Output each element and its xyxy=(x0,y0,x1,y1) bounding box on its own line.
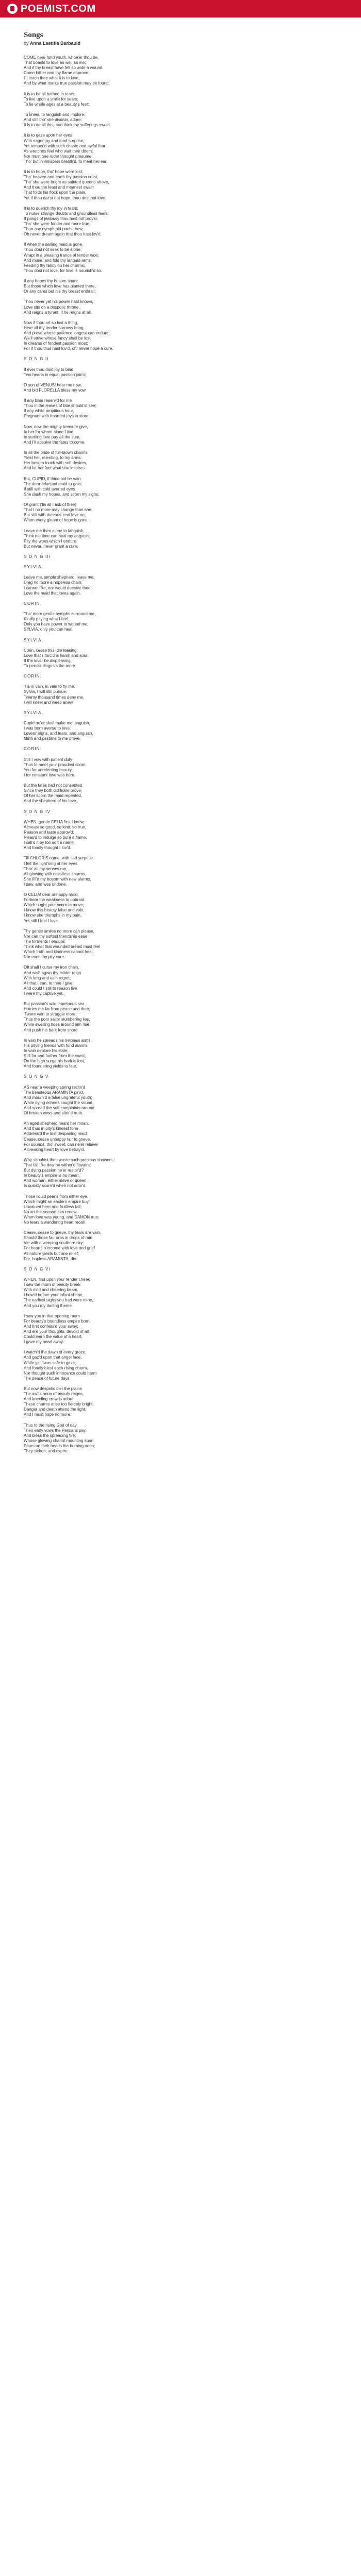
section-heading: SYLVIA. xyxy=(24,710,44,715)
poem-line: I know this beauty false and vain, xyxy=(24,908,85,913)
poem-line: Mirth and pastime to me prove. xyxy=(24,736,81,741)
poem-line: And spread the soft complaints around xyxy=(24,1105,94,1110)
poem-line: WHEN, first upon your tender cheek xyxy=(24,1277,90,1282)
stanza xyxy=(24,721,333,741)
poem-line: I saw you in that opening morn xyxy=(24,1313,80,1318)
poem-line: The torments I endure; xyxy=(24,939,65,944)
section-heading: S O N G VI xyxy=(24,1266,51,1272)
poem-line: In her for whom alone I live: xyxy=(24,429,75,434)
poem-line: All that I can, to thee I give, xyxy=(24,980,74,986)
poem-line: For hearts o'ercome with love and grief xyxy=(24,1246,95,1251)
poem-line: Thou never yet his power hast known; xyxy=(24,299,93,304)
poem-line: Cupid ne'er shall make me languish, xyxy=(24,721,90,725)
poem-line: I call'd it by too soft a name, xyxy=(24,840,75,845)
poem-line: Forbear the weakness to upbraid xyxy=(24,897,84,903)
poem-line: Her bosom touch with soft desires, xyxy=(24,461,87,466)
poem-line: Thus the poor sailor slumbering lies, xyxy=(24,1017,90,1022)
poem-line: SYLVIA, only you can heal. xyxy=(24,627,74,632)
poem-line: Till CHLORIS came, with sad surprise xyxy=(24,856,93,861)
poem-line: And kneeling crowds adore; xyxy=(24,1397,75,1402)
poem-line: And fondly blest each rising charm, xyxy=(24,1365,88,1370)
poem-content xyxy=(24,31,333,1459)
poem-line: Is quickly scorn'd when not ador'd. xyxy=(24,1183,87,1189)
stanza xyxy=(24,398,333,419)
poem-line: In sterling love pay all the sum, xyxy=(24,434,80,439)
poem-line: Those liquid pearls from either eye, xyxy=(24,1194,88,1199)
stanza xyxy=(24,170,333,201)
poem-line: O CELIA! dear unhappy maid, xyxy=(24,892,79,897)
stanza xyxy=(24,112,333,128)
poem-line: If ever thou dost joy to bind xyxy=(24,367,74,372)
stanza xyxy=(24,299,333,315)
poem-line: Love sits on a despotic throne, xyxy=(24,304,80,310)
stanza xyxy=(24,450,333,471)
poem-line: With mild and cheering beam, xyxy=(24,1287,78,1293)
stanza xyxy=(24,279,333,294)
poem-line: But never, never grant a cure. xyxy=(24,544,78,549)
poem-line: When every gleam of hope is gone. xyxy=(24,518,89,523)
poem-line: Thus to meet your proudest scorn; xyxy=(24,762,87,767)
poem-line: I will kneel and weep anew. xyxy=(24,700,74,705)
stanza xyxy=(24,1386,333,1418)
poem-line: I were thy captive yet. xyxy=(24,991,64,996)
poem-line: Thou dost not seek to be alone, xyxy=(24,247,82,252)
stanza xyxy=(24,856,333,887)
poem-line: While dying echoes caught the sound, xyxy=(24,1100,94,1105)
poem-line: No tears a wandering heart recall. xyxy=(24,1220,86,1225)
poem-line: When love was young, and DAMON true; xyxy=(24,1214,100,1219)
poem-line: I saw the morn of beauty break xyxy=(24,1282,80,1287)
poem-line: Which truth and kindness cannot heal, xyxy=(24,950,94,955)
section-heading: S O N G III xyxy=(24,554,51,559)
poem-line: And first confess'd your sway; xyxy=(24,1324,78,1329)
poem-line: Why shouldst thou waste such precious showers, xyxy=(24,1157,114,1162)
poem-line: Should those fair orbs in drops of rain xyxy=(24,1235,92,1241)
poem-line: A breaking heart by love betray'd. xyxy=(24,1147,85,1152)
poem-line: The dear reluctant maid to gain; xyxy=(24,481,82,486)
poem-line: On the high surge his bark is lost, xyxy=(24,1059,85,1064)
poem-line: COME here fond youth, whoe'er thou be, xyxy=(24,55,99,60)
poem-line: If any white propitious hour, xyxy=(24,409,74,414)
poem-line: I gave my heart away. xyxy=(24,1340,64,1345)
poem-line: It is to be all bathed in tears; xyxy=(24,91,76,96)
poem-line: And by what marks true passion may be found. xyxy=(24,81,110,86)
poem-line: But still with duteous zeal love on, xyxy=(24,513,86,518)
poem-line: That fall like dew on wither'd flowers, xyxy=(24,1162,91,1167)
poem-line: An aged shepherd heard her moan, xyxy=(24,1121,89,1126)
poem-line: I cannot like, nor would deceive thee; xyxy=(24,585,92,590)
poem-line: Lovers' sighs, and tears, and anguish, xyxy=(24,731,93,736)
poem-line: Tho' heaven and earth thy passion crost; xyxy=(24,175,99,180)
poem-line: I for constant love was born. xyxy=(24,772,76,777)
poem-line: In vain deplore his state; xyxy=(24,1048,69,1053)
poem-line: And gaz'd upon that angel face, xyxy=(24,1355,82,1360)
poem-line: And mourn'd a false ungrateful youth; xyxy=(24,1095,92,1100)
poem-line: Think what that wounded breast must feel xyxy=(24,944,101,950)
poem-line: Leave me then alone to languish, xyxy=(24,528,85,533)
stanza xyxy=(24,1277,333,1309)
stanza xyxy=(24,684,333,705)
poem-body xyxy=(24,55,333,1454)
poem-line: Sylvia, I will still pursue; xyxy=(24,689,68,694)
poem-line: Thou in the leaves of fate should'st see; xyxy=(24,403,96,409)
poem-line: That folds his flock upon the plain, xyxy=(24,190,86,195)
poemist-logo-icon xyxy=(7,4,18,14)
poem-line: Hurries me far from peace and thee; xyxy=(24,1007,90,1012)
poem-line: And still tho' she disdain, adore: xyxy=(24,117,82,123)
poem-line: With long and vain regret; xyxy=(24,975,71,980)
poem-line: And foundering yields to fate. xyxy=(24,1064,77,1069)
poem-line: Tho' she were fonder and more true xyxy=(24,222,89,226)
section-heading: S O N G II xyxy=(24,357,49,362)
stanza xyxy=(24,757,333,778)
poem-line: And the shepherd of his love. xyxy=(24,799,77,804)
poem-line: For if thou thus hast lov'd, oh! never hope a cure. xyxy=(24,346,113,351)
stanza xyxy=(24,1158,333,1189)
poem-line: They sicken, and expire. xyxy=(24,1449,69,1454)
stanza xyxy=(24,92,333,107)
poem-line: The awful noon of beauty reigns, xyxy=(24,1392,84,1397)
stanza xyxy=(24,529,333,549)
poem-line: It is to do all this, and think thy sufferings sweet. xyxy=(24,123,111,128)
poem-line: I watch'd the dawn of every grace, xyxy=(24,1350,87,1355)
stanza xyxy=(24,477,333,497)
poem-line: Since they both did fickle prove; xyxy=(24,788,82,793)
poem-line: Think not time can heal my anguish; xyxy=(24,533,90,538)
poem-line: Oft shall I curse my iron chain, xyxy=(24,965,79,970)
poem-line: Love the maid that loves again. xyxy=(24,590,81,596)
poem-line: Love that's forc'd is harsh and sour: xyxy=(24,653,89,658)
poem-line: That boasts to love as well as me; xyxy=(24,60,86,65)
stanza xyxy=(24,367,333,378)
poem-line: It is to hope, tho' hope were lost; xyxy=(24,170,83,175)
poem-line: In all the pride of full-blown charms xyxy=(24,450,88,455)
poem-line: And prove whose patience longest can endure: xyxy=(24,330,110,335)
poem-line: Of broken vows and alter'd truth. xyxy=(24,1111,84,1116)
poem-line: As wretches feel who wait their doom; xyxy=(24,148,93,154)
poem-line: Reason and taste approv'd; xyxy=(24,829,74,835)
stanza xyxy=(24,1350,333,1381)
poem-line: In beauty's empire is no mean, xyxy=(24,1173,80,1178)
poem-line: Oh never dream again that thou hast lov'd. xyxy=(24,232,102,237)
stanza xyxy=(24,1002,333,1033)
stanza xyxy=(24,1121,333,1153)
stanza xyxy=(24,206,333,238)
poem-line: I saw, and was undone. xyxy=(24,882,67,887)
poem-line: Nor even thy pity cure. xyxy=(24,955,65,960)
poem-line: If when the darling maid is gone, xyxy=(24,242,84,247)
poem-line: Cease, cease unhappy fair to grieve, xyxy=(24,1137,91,1142)
poem-line: Thus to the rising God of day xyxy=(24,1422,77,1428)
poem-byline xyxy=(24,41,333,46)
poem-line: Of her scorn the maid repented, xyxy=(24,793,82,799)
stanza xyxy=(24,648,333,669)
poem-line: You for unrelenting beauty, xyxy=(24,767,73,772)
poem-line: Two hearts in equal passion join'd, xyxy=(24,372,87,377)
stanza xyxy=(24,965,333,996)
poem-line: And woman, either slave or queen, xyxy=(24,1178,88,1183)
poem-line: And bless the spreading fire; xyxy=(24,1433,76,1438)
stanza xyxy=(24,929,333,960)
poem-line: And push his bark from shore. xyxy=(24,1027,79,1032)
section-heading: S O N G V xyxy=(24,1074,49,1079)
section-heading: SYLVIA. xyxy=(24,637,44,642)
poem-line: 'Tis in vain, in vain to fly me, xyxy=(24,684,75,689)
stanza xyxy=(24,242,333,274)
poem-line: And wish again thy milder reign xyxy=(24,970,81,975)
poem-line: In dreams of fondest passion most; xyxy=(24,341,88,346)
poem-line: Thro' all my senses run; xyxy=(24,866,68,871)
poem-line: Tho' she were bright as sainted queens above, xyxy=(24,180,109,185)
poem-line: To kneel, to languish and implore; xyxy=(24,112,86,117)
poem-line: I'll teach thee what it is to love, xyxy=(24,76,80,81)
poem-line: That I no more may change than she; xyxy=(24,507,92,513)
stanza xyxy=(24,1230,333,1262)
poem-line: Tho' more gentle nymphs surround me, xyxy=(24,612,96,617)
poem-line: To nurse strange doubts and groundless fears: xyxy=(24,211,109,216)
poem-line: Tho' but in whispers breath'd, to meet her ear. xyxy=(24,159,108,164)
poem-line: Feeding thy fancy on her charms, xyxy=(24,263,85,268)
poem-line: And if thy breast have felt so wide a wound, xyxy=(24,65,104,71)
poem-line: And fondly thought I lov'd. xyxy=(24,845,71,851)
stanza xyxy=(24,1423,333,1454)
poem-line: But those which love has planted there, xyxy=(24,284,96,289)
poem-line: Leave me, simple shepherd, leave me; xyxy=(24,575,95,580)
poem-line: Pity the woes which I endure; xyxy=(24,538,78,544)
poem-line: Yet still I feel I love. xyxy=(24,918,59,923)
poem-line: Kindly pitying what I feel, xyxy=(24,617,70,622)
poem-line: Thou dost not love, for love is nourish'd so. xyxy=(24,268,102,273)
poem-line: If any bliss reserv'd for me xyxy=(24,398,72,403)
poem-line: And muse, and fold thy languid arms, xyxy=(24,258,92,263)
stanza xyxy=(24,383,333,393)
poem-line: It is to quench thy joy in tears; xyxy=(24,206,78,211)
poem-line: And bid FLORELLA bless my vow. xyxy=(24,388,87,393)
poem-line: She fill'd my bosom with new alarms, xyxy=(24,876,91,882)
stanza xyxy=(24,892,333,924)
poem-line: She dash my hopes, and scorn my sighs; xyxy=(24,492,100,497)
poem-line: Still far and farther from the coast, xyxy=(24,1054,86,1058)
poem-line: Yield her, relenting, to my arms: xyxy=(24,455,82,461)
poem-line: Still I vow with patient duty xyxy=(24,757,72,762)
poem-line: I bow'd before your infant shrine, xyxy=(24,1293,84,1298)
stanza xyxy=(24,55,333,87)
poem-line: Nor can thy softest friendship ease xyxy=(24,934,88,939)
stanza xyxy=(24,1038,333,1070)
poem-line: For beauty's boundless empire born, xyxy=(24,1318,91,1324)
stanza xyxy=(24,1194,333,1226)
poem-line: To lie whole ages at a beauty's feet: xyxy=(24,101,89,107)
poem-line: The peace of future days. xyxy=(24,1376,71,1381)
author-link[interactable]: Anna Laetitia Barbauld xyxy=(30,41,81,46)
poem-line: Unvalued here and fruitless fall; xyxy=(24,1204,82,1209)
poem-line: Vie with a weeping southern sky: xyxy=(24,1241,84,1246)
poem-line: Nor thought such innocence could harm xyxy=(24,1370,97,1376)
poem-line: And could I still to reason live xyxy=(24,986,77,991)
poem-line: Pours on their heads the burning noon; xyxy=(24,1444,95,1449)
poem-line: Wrapt in a pleasing trance of tender woe; xyxy=(24,252,99,258)
poem-line: Pregnant with hoarded joys in store; xyxy=(24,414,90,419)
poem-line: Could learn the value of a heart, xyxy=(24,1334,83,1340)
poem-line: I know she triumphs in my pain, xyxy=(24,913,82,918)
stanza xyxy=(24,575,333,596)
poem-title: Songs xyxy=(24,31,43,39)
stanza xyxy=(24,1314,333,1345)
poem-line: Now, now the mighty treasure give, xyxy=(24,424,88,429)
poem-line: And let her feel what she inspires. xyxy=(24,466,86,471)
poem-line: Drag no more a hopeless chain: xyxy=(24,580,83,585)
poem-line: A breast so good, so kind, so true, xyxy=(24,824,86,829)
stanza xyxy=(24,425,333,445)
poem-line: Pleas'd to indulge so pure a flame, xyxy=(24,835,87,840)
poem-line: And I must hope no more. xyxy=(24,1412,72,1417)
poem-line: While yet 'twas safe to gaze; xyxy=(24,1360,76,1365)
stanza xyxy=(24,820,333,851)
poem-line: Die, hapless ARAMINTA, die. xyxy=(24,1256,77,1261)
stanza xyxy=(24,783,333,804)
poem-line: WHEN, gentle CELIA first I knew, xyxy=(24,819,85,824)
site-logo[interactable] xyxy=(7,3,96,15)
poem-line: But the fates had not consented, xyxy=(24,783,84,788)
poem-line: O! grant ('tis all I ask of thee) xyxy=(24,502,77,507)
poem-line: AS near a weeping spring reclin'd xyxy=(24,1084,85,1090)
poem-line: The earliest sighs you had were mine, xyxy=(24,1298,93,1303)
poem-line: 'Twere vain to struggle more: xyxy=(24,1012,77,1017)
poem-line: But passion's wild impetuous sea xyxy=(24,1002,85,1007)
poem-line: O son of VENUS! hear me now, xyxy=(24,382,82,387)
section-heading: CORIN. xyxy=(24,601,42,606)
poem-line: These charms arise too fiercely bright, xyxy=(24,1402,94,1407)
poem-line: To live upon a smile for years; xyxy=(24,96,78,101)
poem-line: Whose glowing chariot mounting soon xyxy=(24,1438,94,1443)
poem-line: I was born averse to love; xyxy=(24,726,71,731)
poem-line: And I'll absolve the fates to come. xyxy=(24,439,86,445)
poem-line: For sounds, tho' sweet, can ne'er relieve xyxy=(24,1142,98,1147)
section-heading: S O N G IV xyxy=(24,809,51,814)
poem-line: If any hopes thy bosom share xyxy=(24,279,78,284)
poem-line: The beauteous ARAMINTA pin'd, xyxy=(24,1090,84,1095)
stanza xyxy=(24,133,333,164)
poem-line: Twenty thousand times deny me, xyxy=(24,694,84,700)
section-heading: CORIN. xyxy=(24,747,42,752)
stanza xyxy=(24,1085,333,1116)
poem-line: And thus in pity's kindest tone xyxy=(24,1126,78,1131)
poem-line: All nature yields but one relief; xyxy=(24,1251,79,1256)
poem-line: His pitying friends with fond alarms xyxy=(24,1043,88,1048)
poem-line: But now despotic o'er the plains xyxy=(24,1386,82,1391)
poem-line: And thou the least and meanest swain xyxy=(24,185,94,190)
poem-line: While swelling tides around him rise, xyxy=(24,1022,91,1027)
poem-line: We'll strive whose fancy shall be lost xyxy=(24,336,91,341)
poem-line: Here all thy tender sorrows bring, xyxy=(24,325,85,330)
section-heading: SYLVIA. xyxy=(24,565,44,570)
poem-line: Yet temper'd with such chaste and awful fear xyxy=(24,143,106,148)
poem-line: If the lover be displeasing, xyxy=(24,658,72,663)
poem-line: All glowing with resistless charms, xyxy=(24,871,86,876)
section-heading: CORIN. xyxy=(24,674,42,679)
poem-line: And reigns a tyrant, if he reigns at all. xyxy=(24,310,92,315)
poem-line: And you my darling theme. xyxy=(24,1303,73,1308)
poem-line: Which ought your scorn to move; xyxy=(24,903,84,908)
poem-line: Which might an eastern empire buy, xyxy=(24,1199,90,1204)
poem-line: Only you have power to wound me; xyxy=(24,622,89,627)
poem-line: Or any cares but his thy breast enthrall; xyxy=(24,289,96,294)
poem-line: No art the season can renew xyxy=(24,1209,77,1214)
byline-prefix: by xyxy=(24,41,30,46)
poem-line: Come hither and thy flame approve; xyxy=(24,71,90,76)
poem-line: In vain he spreads his helpless arms, xyxy=(24,1038,92,1043)
poem-line: Than any nymph old poets drew, xyxy=(24,227,84,232)
poem-line: To persist disgusts the more. xyxy=(24,663,76,668)
stanza xyxy=(24,502,333,523)
stanza xyxy=(24,612,333,632)
poem-line: Cease, cease to grieve, thy tears are vain, xyxy=(24,1230,101,1235)
poem-line: Now if thou art so lost a thing, xyxy=(24,320,78,325)
poem-line: Corin, cease this idle teasing; xyxy=(24,648,78,653)
site-header xyxy=(0,0,361,18)
poem-line: I felt the light'ning of her eyes xyxy=(24,861,77,866)
stanza xyxy=(24,320,333,352)
poem-line: Danger and death attend the light, xyxy=(24,1407,86,1412)
poem-line: Their early vows the Persians pay, xyxy=(24,1428,87,1433)
poem-line: Address'd the lost despairing maid: xyxy=(24,1131,88,1137)
poem-line: Thy gentle smiles no more can please, xyxy=(24,928,94,934)
poem-line: If still with cold averted eyes xyxy=(24,486,75,492)
poem-line: And ere your thoughts, devoid of art, xyxy=(24,1329,91,1334)
poem-line: It is to gaze upon her eyes xyxy=(24,133,72,138)
poem-line: With eager joy and fond surprise; xyxy=(24,138,85,143)
poem-line: If pangs of jealousy thou hast not prov'd, xyxy=(24,216,98,221)
logo-text: POEMIST.COM xyxy=(21,3,96,14)
poem-line: Yet if thou dar'st not hope, thou dost not love. xyxy=(24,195,107,200)
poem-line: But, CUPID, if thine aid be vain xyxy=(24,476,81,481)
poem-line: But dying passion ne'er restor'd? xyxy=(24,1168,84,1173)
poem-line: Nor must one ruder thought presume xyxy=(24,154,92,159)
